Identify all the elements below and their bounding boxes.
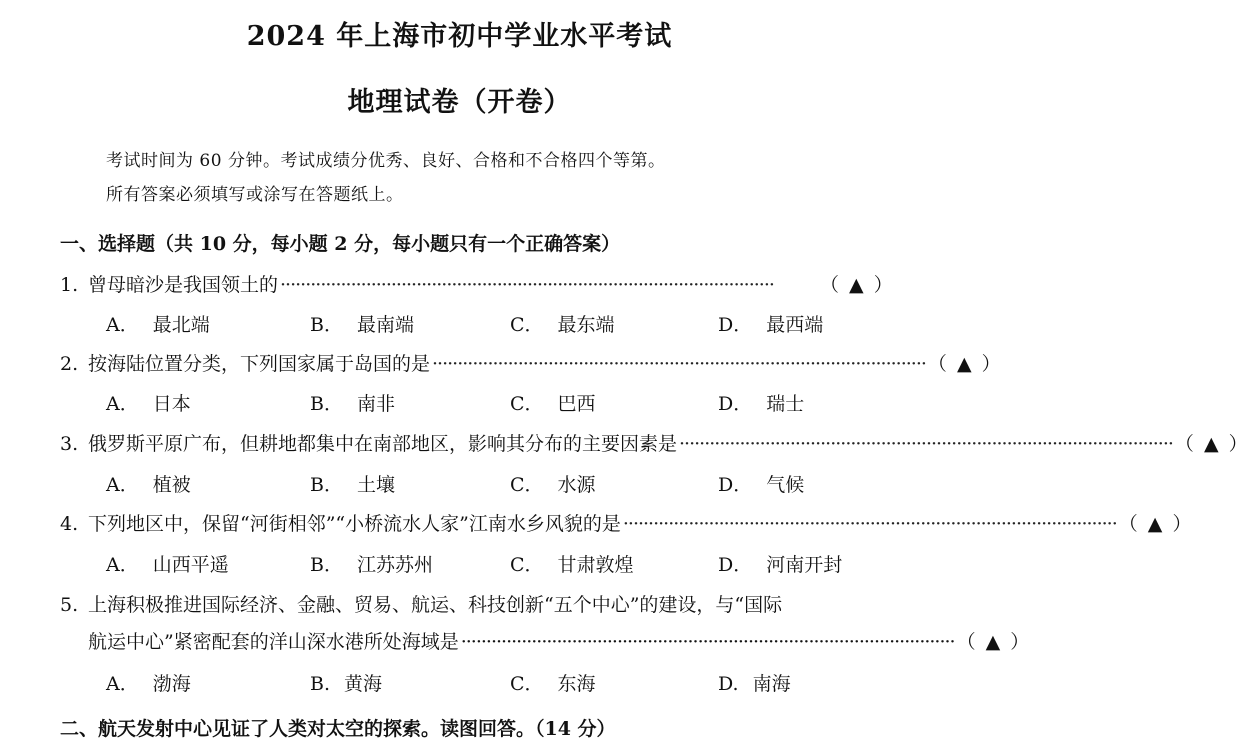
option-text: 水源 bbox=[557, 474, 596, 496]
answer-mark: （ ▲ ） bbox=[956, 631, 1032, 653]
option-b bbox=[310, 550, 433, 577]
option-text: 甘肃敦煌 bbox=[557, 554, 634, 576]
option-text: 江苏苏州 bbox=[356, 554, 433, 576]
option-a bbox=[106, 669, 191, 696]
section-heading: 二、航天发射中心见证了人类对太空的探索。读图回答。（14 分） bbox=[60, 718, 616, 740]
option-letter: A． bbox=[106, 474, 139, 496]
option-b bbox=[310, 470, 395, 497]
option-c bbox=[510, 669, 596, 696]
option-text: 最西端 bbox=[766, 314, 824, 336]
option-d bbox=[718, 470, 804, 497]
option-text: 最南端 bbox=[356, 314, 414, 336]
option-letter: D． bbox=[718, 393, 753, 415]
option-letter: D. bbox=[718, 673, 739, 695]
exam-subtitle: 地理试卷（开卷） bbox=[347, 87, 572, 118]
option-text: 南海 bbox=[752, 673, 791, 695]
option-b bbox=[310, 389, 395, 416]
answer-mark: （ ▲ ） bbox=[927, 353, 1003, 375]
question-number: 1. bbox=[60, 274, 79, 296]
option-text: 气候 bbox=[766, 474, 805, 496]
option-d bbox=[718, 669, 791, 696]
option-letter: A． bbox=[106, 393, 139, 415]
option-text: 东海 bbox=[557, 673, 596, 695]
option-letter: B． bbox=[310, 393, 343, 415]
option-letter: C． bbox=[510, 673, 544, 695]
option-c bbox=[510, 389, 596, 416]
option-text: 最北端 bbox=[152, 314, 210, 336]
exam-title: 2024 年上海市初中学业水平考试 bbox=[246, 21, 673, 52]
option-a bbox=[106, 389, 191, 416]
option-text: 日本 bbox=[152, 393, 191, 415]
option-text: 南非 bbox=[356, 393, 395, 415]
option-d bbox=[718, 389, 804, 416]
option-letter: D． bbox=[718, 554, 753, 576]
question-text: 航运中心”紧密配套的洋山深水港所处海域是 bbox=[88, 631, 459, 653]
question-1 bbox=[60, 270, 895, 296]
dot-leader: ·································································································· bbox=[460, 631, 955, 653]
option-text: 植被 bbox=[152, 474, 191, 496]
question-3 bbox=[60, 429, 1250, 455]
question-number: 4. bbox=[60, 513, 79, 535]
option-text: 河南开封 bbox=[766, 554, 843, 576]
option-text: 黄海 bbox=[344, 673, 383, 695]
question-5 bbox=[60, 590, 880, 616]
dot-leader: ·································································································· bbox=[679, 433, 1173, 455]
option-d bbox=[718, 550, 842, 577]
question-text: 上海积极推进国际经济、金融、贸易、航运、科技创新“五个中心”的建设，与“国际 bbox=[88, 594, 783, 616]
option-b bbox=[310, 669, 382, 696]
question-4 bbox=[60, 509, 1194, 535]
option-letter: C． bbox=[510, 474, 544, 496]
option-letter: B． bbox=[310, 314, 343, 336]
question-text: 下列地区中，保留“河街相邻”“小桥流水人家”江南水乡风貌的是 bbox=[88, 513, 621, 535]
option-letter: A． bbox=[106, 673, 139, 695]
question-number: 2. bbox=[60, 353, 79, 375]
option-a bbox=[106, 310, 210, 337]
question-2 bbox=[60, 349, 1003, 375]
question-text: 曾母暗沙是我国领土的 bbox=[88, 274, 279, 296]
option-c bbox=[510, 470, 596, 497]
dot-leader: ·································································································· bbox=[622, 513, 1117, 535]
dot-leader: ·································································································· bbox=[280, 274, 774, 296]
dot-leader: ·································································································· bbox=[432, 353, 926, 375]
question-number: 3. bbox=[60, 433, 79, 455]
option-letter: D． bbox=[718, 474, 753, 496]
option-letter: C． bbox=[510, 393, 544, 415]
option-c bbox=[510, 310, 615, 337]
question-number: 5. bbox=[60, 594, 79, 616]
option-letter: D． bbox=[718, 314, 753, 336]
option-letter: C． bbox=[510, 554, 544, 576]
option-text: 巴西 bbox=[557, 393, 596, 415]
option-letter: B． bbox=[310, 554, 343, 576]
option-text: 最东端 bbox=[557, 314, 615, 336]
option-text: 渤海 bbox=[152, 673, 191, 695]
question-text: 按海陆位置分类，下列国家属于岛国的是 bbox=[88, 353, 431, 375]
question-5-continuation bbox=[88, 627, 1032, 653]
option-b bbox=[310, 310, 414, 337]
option-letter: A． bbox=[106, 314, 139, 336]
option-letter: C． bbox=[510, 314, 544, 336]
option-a bbox=[106, 550, 229, 577]
answer-mark: （ ▲ ） bbox=[1174, 433, 1250, 455]
instruction-line: 所有答案必须填写或涂写在答题纸上。 bbox=[106, 185, 404, 205]
question-text: 俄罗斯平原广布，但耕地都集中在南部地区，影响其分布的主要因素是 bbox=[88, 433, 678, 455]
answer-mark: （ ▲ ） bbox=[820, 274, 895, 296]
section-heading: 一、选择题（共 10 分，每小题 2 分，每小题只有一个正确答案） bbox=[60, 233, 621, 255]
answer-mark: （ ▲ ） bbox=[1118, 513, 1194, 535]
instruction-line: 考试时间为 60 分钟。考试成绩分优秀、良好、合格和不合格四个等第。 bbox=[106, 151, 666, 171]
option-text: 瑞士 bbox=[766, 393, 805, 415]
option-c bbox=[510, 550, 634, 577]
option-d bbox=[718, 310, 823, 337]
option-letter: B. bbox=[310, 673, 331, 695]
option-text: 山西平遥 bbox=[152, 554, 229, 576]
option-text: 土壤 bbox=[356, 474, 395, 496]
option-letter: B． bbox=[310, 474, 343, 496]
option-letter: A． bbox=[106, 554, 139, 576]
option-a bbox=[106, 470, 191, 497]
